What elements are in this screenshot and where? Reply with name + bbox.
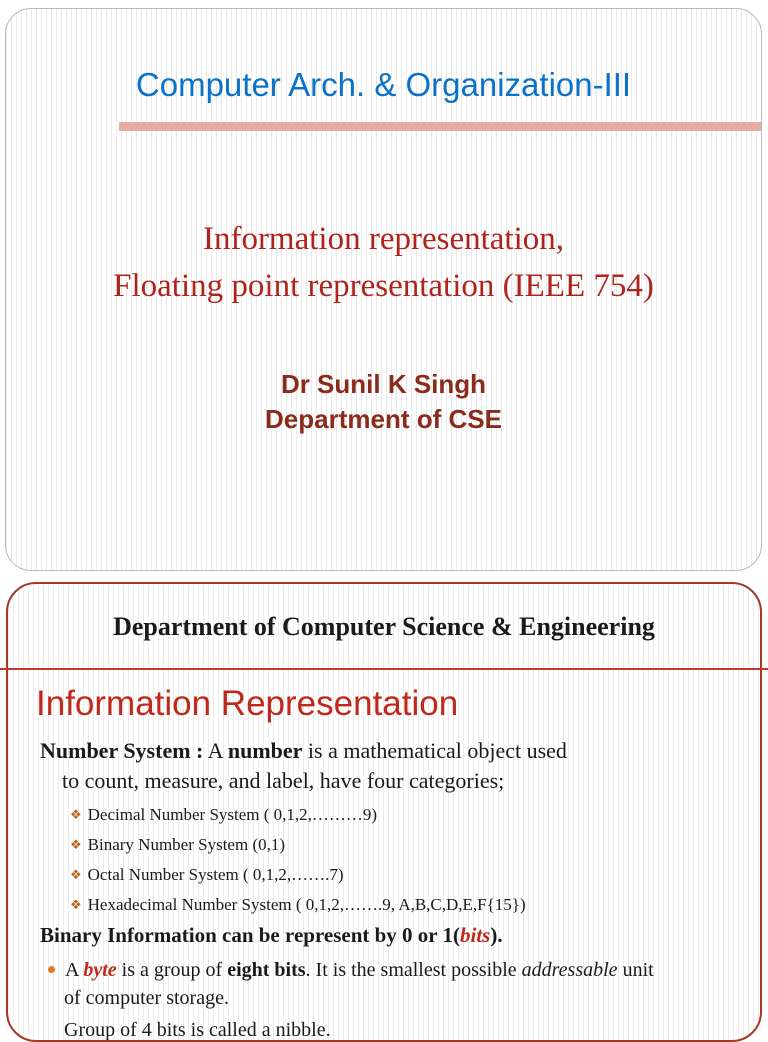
- title-divider: [119, 122, 762, 131]
- content-slide: [6, 582, 762, 1042]
- number-system-paragraph: [40, 736, 736, 796]
- byte-term: byte: [83, 959, 117, 981]
- byte-definition: A byte is a group of eight bits. It is the smallest possible addressable unit of computer storage.: [48, 956, 740, 1012]
- list-item: ❖ Binary Number System (0,1): [70, 835, 286, 854]
- number-system-rest: is a mathematical object used: [307, 738, 567, 763]
- author-name: Dr Sunil K Singh: [280, 369, 487, 399]
- course-title: Computer Arch. & Organization-III: [135, 66, 632, 103]
- number-system-line2: to count, measure, and label, have four categories;: [62, 768, 505, 793]
- slide-title: Information Representation: [36, 684, 459, 723]
- number-system-lead: A: [207, 738, 223, 763]
- list-item: ❖ Decimal Number System ( 0,1,2,………9): [70, 805, 378, 824]
- diamond-bullet-icon: ❖: [70, 897, 82, 912]
- diamond-bullet-icon: ❖: [70, 867, 82, 882]
- title-slide: [5, 8, 762, 571]
- number-system-term: Number System :: [40, 738, 204, 763]
- list-item: ❖ Octal Number System ( 0,1,2,…….7): [70, 865, 344, 884]
- diamond-bullet-icon: ❖: [70, 837, 82, 852]
- list-item: ❖ Hexadecimal Number System ( 0,1,2,…….9, A,B,C,D,E,F{15}): [70, 895, 526, 914]
- number-system-list: [70, 800, 526, 920]
- bits-term: bits: [460, 923, 491, 947]
- round-bullet-icon: [48, 966, 55, 973]
- addressable-term: addressable: [521, 959, 618, 981]
- nibble-line-cut-off: Group of 4 bits is called a nibble.: [64, 1019, 331, 1041]
- binary-information-line: Binary Information can be represent by 0 or 1(bits).: [40, 923, 503, 947]
- number-word: number: [227, 738, 303, 763]
- byte-definition-line2: of computer storage.: [64, 987, 229, 1009]
- diamond-bullet-icon: ❖: [70, 807, 82, 822]
- subtitle-line-2: Floating point representation (IEEE 754): [113, 268, 654, 304]
- header-divider: [0, 668, 768, 670]
- department-header: Department of Computer Science & Engineering: [113, 612, 655, 641]
- eight-bits-term: eight bits: [227, 959, 306, 981]
- author-department: Department of CSE: [265, 404, 502, 434]
- subtitle-line-1: Information representation,: [202, 221, 565, 257]
